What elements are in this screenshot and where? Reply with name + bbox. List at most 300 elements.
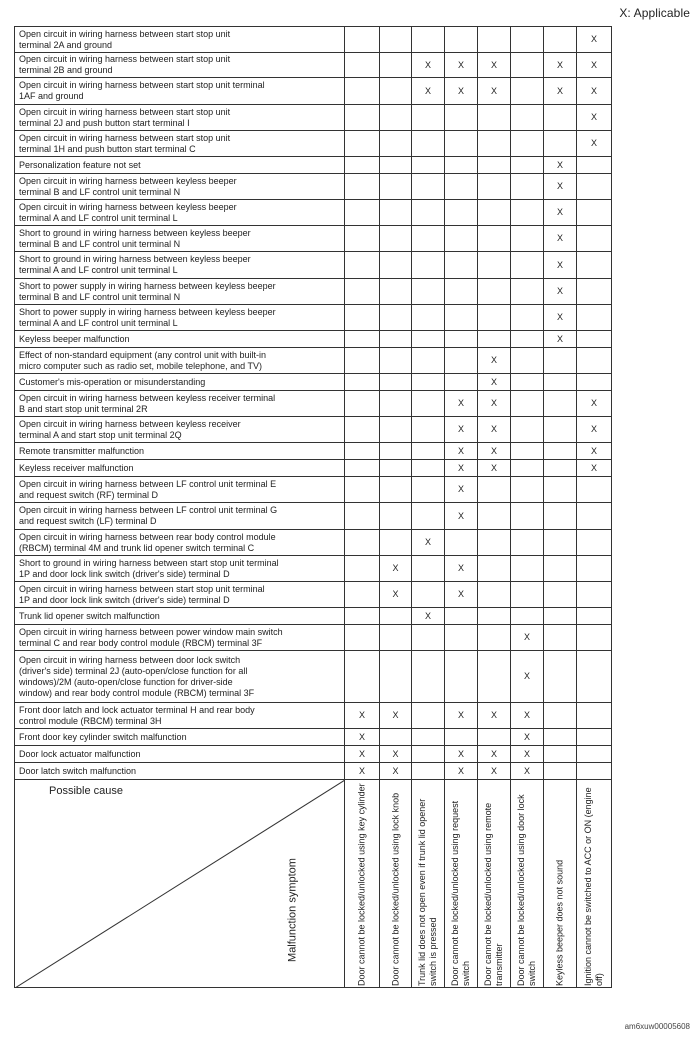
applicable-mark: X bbox=[445, 582, 478, 608]
empty-cell bbox=[445, 530, 478, 556]
table-row bbox=[15, 729, 612, 746]
empty-cell bbox=[511, 530, 544, 556]
table-row bbox=[15, 53, 612, 78]
empty-cell bbox=[511, 279, 544, 305]
cause-text-line: Short to power supply in wiring harness between keyless beeper bbox=[19, 306, 276, 317]
empty-cell bbox=[380, 27, 412, 53]
empty-cell bbox=[380, 279, 412, 305]
empty-cell bbox=[380, 305, 412, 331]
table-row bbox=[15, 226, 612, 252]
empty-cell bbox=[412, 703, 445, 729]
symptom-label: Door cannot be locked/unlocked using remote transmitter bbox=[483, 802, 504, 986]
cause-text-line: Open circuit in wiring harness between door lock switch bbox=[19, 654, 241, 665]
empty-cell bbox=[380, 53, 412, 78]
empty-cell bbox=[544, 391, 577, 417]
cause-text-line: Keyless beeper malfunction bbox=[19, 333, 130, 344]
applicable-mark: X bbox=[445, 503, 478, 530]
cause-text-line: Open circuit in wiring harness between keyless beeper bbox=[19, 201, 237, 212]
empty-cell bbox=[544, 729, 577, 746]
applicable-mark: X bbox=[511, 729, 544, 746]
empty-cell bbox=[577, 226, 612, 252]
symptom-label: Trunk lid does not open even if trunk lid opener switch is pressed bbox=[417, 798, 438, 986]
empty-cell bbox=[380, 651, 412, 703]
empty-cell bbox=[412, 443, 445, 460]
cause-text-line: terminal A and LF control unit terminal L bbox=[19, 265, 178, 275]
applicable-mark: X bbox=[478, 374, 511, 391]
empty-cell bbox=[544, 460, 577, 477]
empty-cell bbox=[445, 226, 478, 252]
empty-cell bbox=[412, 763, 445, 780]
empty-cell bbox=[478, 252, 511, 279]
empty-cell bbox=[345, 105, 380, 131]
possible-cause-cell bbox=[15, 157, 345, 174]
empty-cell bbox=[577, 608, 612, 625]
empty-cell bbox=[445, 157, 478, 174]
applicable-mark: X bbox=[478, 391, 511, 417]
applicable-mark: X bbox=[544, 157, 577, 174]
empty-cell bbox=[380, 608, 412, 625]
empty-cell bbox=[577, 503, 612, 530]
empty-cell bbox=[445, 625, 478, 651]
applicable-mark: X bbox=[544, 331, 577, 348]
possible-cause-cell bbox=[15, 78, 345, 105]
applicable-mark: X bbox=[544, 252, 577, 279]
empty-cell bbox=[511, 131, 544, 157]
table-row bbox=[15, 746, 612, 763]
cause-text-line: Short to ground in wiring harness between start stop unit terminal bbox=[19, 557, 279, 568]
empty-cell bbox=[577, 556, 612, 582]
empty-cell bbox=[544, 417, 577, 443]
cause-text-line: windows)/2M (auto-open/close function for driver-side bbox=[19, 676, 233, 687]
possible-cause-cell bbox=[15, 651, 345, 703]
empty-cell bbox=[345, 331, 380, 348]
empty-cell bbox=[544, 651, 577, 703]
cause-text-line: micro computer such as radio set, mobile telephone, and TV) bbox=[19, 360, 262, 371]
table-row bbox=[15, 157, 612, 174]
empty-cell bbox=[412, 226, 445, 252]
applicable-mark: X bbox=[445, 746, 478, 763]
empty-cell bbox=[511, 305, 544, 331]
empty-cell bbox=[412, 279, 445, 305]
empty-cell bbox=[478, 556, 511, 582]
empty-cell bbox=[478, 174, 511, 200]
cause-text-line: Open circuit in wiring harness between start stop unit bbox=[19, 132, 231, 143]
applicable-mark: X bbox=[544, 279, 577, 305]
symptom-header-cell bbox=[445, 780, 478, 988]
applicable-mark: X bbox=[511, 651, 544, 703]
applicable-mark: X bbox=[478, 460, 511, 477]
empty-cell bbox=[345, 391, 380, 417]
possible-cause-cell bbox=[15, 503, 345, 530]
empty-cell bbox=[412, 729, 445, 746]
diagnosis-matrix bbox=[14, 26, 612, 988]
cause-text-line: Open circuit in wiring harness between LF control unit terminal G bbox=[19, 505, 278, 515]
possible-cause-cell bbox=[15, 443, 345, 460]
empty-cell bbox=[511, 374, 544, 391]
cause-text-line: terminal 2A and ground bbox=[19, 39, 113, 50]
table-row bbox=[15, 477, 612, 503]
applicable-mark: X bbox=[478, 53, 511, 78]
cause-text-line: terminal C and rear body control module (RBCM) terminal 3F bbox=[19, 637, 263, 648]
empty-cell bbox=[380, 226, 412, 252]
empty-cell bbox=[511, 252, 544, 279]
applicable-mark: X bbox=[380, 746, 412, 763]
empty-cell bbox=[445, 608, 478, 625]
cause-text-line: Open circuit in wiring harness between keyless receiver bbox=[19, 418, 241, 429]
applicable-mark: X bbox=[345, 763, 380, 780]
applicable-mark: X bbox=[511, 763, 544, 780]
cause-text-line: terminal A and LF control unit terminal L bbox=[19, 212, 178, 223]
applicable-mark: X bbox=[345, 703, 380, 729]
empty-cell bbox=[511, 226, 544, 252]
cause-text-line: 1P and door lock link switch (driver's side) terminal D bbox=[19, 568, 230, 579]
empty-cell bbox=[478, 200, 511, 226]
cause-text-line: Keyless receiver malfunction bbox=[19, 462, 134, 473]
empty-cell bbox=[478, 226, 511, 252]
applicable-mark: X bbox=[544, 53, 577, 78]
applicable-mark: X bbox=[412, 530, 445, 556]
empty-cell bbox=[380, 391, 412, 417]
possible-cause-cell bbox=[15, 556, 345, 582]
applicable-mark: X bbox=[380, 763, 412, 780]
applicable-mark: X bbox=[445, 443, 478, 460]
table-row bbox=[15, 391, 612, 417]
empty-cell bbox=[412, 200, 445, 226]
possible-cause-cell bbox=[15, 200, 345, 226]
empty-cell bbox=[345, 608, 380, 625]
empty-cell bbox=[478, 131, 511, 157]
applicable-mark: X bbox=[577, 417, 612, 443]
symptom-label: Door cannot be locked/unlocked using request switch bbox=[450, 800, 471, 986]
empty-cell bbox=[380, 729, 412, 746]
empty-cell bbox=[511, 477, 544, 503]
cause-text-line: Open circuit in wiring harness between start stop unit bbox=[19, 106, 231, 117]
symptom-header-row bbox=[15, 780, 612, 988]
table-row bbox=[15, 763, 612, 780]
empty-cell bbox=[577, 279, 612, 305]
empty-cell bbox=[577, 374, 612, 391]
possible-cause-cell bbox=[15, 27, 345, 53]
empty-cell bbox=[380, 105, 412, 131]
empty-cell bbox=[511, 78, 544, 105]
table-row bbox=[15, 530, 612, 556]
applicable-mark: X bbox=[380, 582, 412, 608]
applicable-mark: X bbox=[544, 174, 577, 200]
empty-cell bbox=[345, 443, 380, 460]
possible-cause-label: Possible cause bbox=[49, 785, 123, 797]
cause-text-line: terminal 2B and ground bbox=[19, 65, 113, 75]
applicable-mark: X bbox=[544, 226, 577, 252]
malfunction-symptom-label: Malfunction symptom bbox=[286, 858, 299, 962]
empty-cell bbox=[345, 582, 380, 608]
cause-text-line: (driver's side) terminal 2J (auto-open/close function for all bbox=[19, 665, 248, 676]
cause-text-line: Open circuit in wiring harness between keyless beeper bbox=[19, 175, 237, 186]
empty-cell bbox=[511, 27, 544, 53]
applicable-mark: X bbox=[478, 746, 511, 763]
applicable-mark: X bbox=[478, 703, 511, 729]
possible-cause-cell bbox=[15, 746, 345, 763]
empty-cell bbox=[511, 200, 544, 226]
applicable-mark: X bbox=[445, 78, 478, 105]
empty-cell bbox=[577, 625, 612, 651]
empty-cell bbox=[380, 417, 412, 443]
possible-cause-cell bbox=[15, 348, 345, 374]
empty-cell bbox=[380, 331, 412, 348]
cause-text-line: Door lock actuator malfunction bbox=[19, 748, 141, 759]
empty-cell bbox=[380, 131, 412, 157]
table-row bbox=[15, 78, 612, 105]
possible-cause-cell bbox=[15, 252, 345, 279]
empty-cell bbox=[478, 503, 511, 530]
applicable-mark: X bbox=[511, 703, 544, 729]
applicable-mark: X bbox=[445, 477, 478, 503]
applicable-mark: X bbox=[511, 625, 544, 651]
symptom-label: Keyless beeper does not sound bbox=[554, 859, 565, 986]
cause-text-line: Open circuit in wiring harness between power window main switch bbox=[19, 626, 283, 637]
empty-cell bbox=[445, 279, 478, 305]
empty-cell bbox=[511, 556, 544, 582]
table-row bbox=[15, 174, 612, 200]
empty-cell bbox=[445, 174, 478, 200]
cause-text-line: Remote transmitter malfunction bbox=[19, 445, 145, 456]
empty-cell bbox=[345, 556, 380, 582]
empty-cell bbox=[345, 131, 380, 157]
possible-cause-cell bbox=[15, 174, 345, 200]
empty-cell bbox=[445, 252, 478, 279]
empty-cell bbox=[412, 503, 445, 530]
applicable-mark: X bbox=[445, 53, 478, 78]
empty-cell bbox=[445, 131, 478, 157]
empty-cell bbox=[511, 53, 544, 78]
empty-cell bbox=[544, 27, 577, 53]
symptom-header-cell bbox=[345, 780, 380, 988]
empty-cell bbox=[345, 625, 380, 651]
applicable-mark: X bbox=[445, 703, 478, 729]
empty-cell bbox=[511, 443, 544, 460]
applicable-mark: X bbox=[478, 443, 511, 460]
figure-code: am6xuw00005608 bbox=[624, 1022, 690, 1031]
table-row bbox=[15, 417, 612, 443]
empty-cell bbox=[577, 348, 612, 374]
cause-text-line: Effect of non-standard equipment (any control unit with built-in bbox=[19, 349, 266, 360]
possible-cause-cell bbox=[15, 625, 345, 651]
empty-cell bbox=[544, 105, 577, 131]
empty-cell bbox=[577, 703, 612, 729]
empty-cell bbox=[412, 582, 445, 608]
empty-cell bbox=[577, 651, 612, 703]
empty-cell bbox=[577, 305, 612, 331]
cause-text-line: control module (RBCM) terminal 3H bbox=[19, 715, 162, 726]
cause-text-line: terminal B and LF control unit terminal N bbox=[19, 186, 181, 197]
empty-cell bbox=[511, 348, 544, 374]
empty-cell bbox=[380, 348, 412, 374]
possible-cause-cell bbox=[15, 460, 345, 477]
applicable-mark: X bbox=[412, 53, 445, 78]
symptom-header-cell bbox=[544, 780, 577, 988]
cause-text-line: terminal A and LF control unit terminal L bbox=[19, 317, 178, 328]
empty-cell bbox=[412, 460, 445, 477]
empty-cell bbox=[345, 374, 380, 391]
empty-cell bbox=[345, 305, 380, 331]
table-row bbox=[15, 27, 612, 53]
empty-cell bbox=[345, 53, 380, 78]
possible-cause-cell bbox=[15, 729, 345, 746]
empty-cell bbox=[577, 174, 612, 200]
legend: X: Applicable bbox=[619, 6, 690, 20]
empty-cell bbox=[478, 582, 511, 608]
empty-cell bbox=[511, 105, 544, 131]
empty-cell bbox=[412, 331, 445, 348]
empty-cell bbox=[345, 477, 380, 503]
possible-cause-cell bbox=[15, 131, 345, 157]
applicable-mark: X bbox=[380, 703, 412, 729]
cause-text-line: Open circuit in wiring harness between rear body control module bbox=[19, 531, 276, 542]
cause-text-line: Customer's mis-operation or misunderstanding bbox=[19, 376, 206, 387]
table-row bbox=[15, 651, 612, 703]
empty-cell bbox=[478, 331, 511, 348]
applicable-mark: X bbox=[577, 131, 612, 157]
applicable-mark: X bbox=[577, 53, 612, 78]
applicable-mark: X bbox=[544, 200, 577, 226]
empty-cell bbox=[544, 374, 577, 391]
empty-cell bbox=[544, 608, 577, 625]
empty-cell bbox=[412, 305, 445, 331]
empty-cell bbox=[511, 174, 544, 200]
applicable-mark: X bbox=[544, 305, 577, 331]
table-row bbox=[15, 305, 612, 331]
cause-text-line: terminal 1H and push button start terminal C bbox=[19, 143, 196, 154]
empty-cell bbox=[380, 503, 412, 530]
empty-cell bbox=[380, 530, 412, 556]
cause-text-line: Open circuit in wiring harness between start stop unit bbox=[19, 54, 231, 64]
empty-cell bbox=[380, 200, 412, 226]
symptom-header-cell bbox=[478, 780, 511, 988]
empty-cell bbox=[445, 105, 478, 131]
table-row bbox=[15, 348, 612, 374]
empty-cell bbox=[412, 651, 445, 703]
possible-cause-cell bbox=[15, 279, 345, 305]
empty-cell bbox=[412, 105, 445, 131]
empty-cell bbox=[345, 78, 380, 105]
empty-cell bbox=[478, 157, 511, 174]
cause-text-line: terminal A and start stop unit terminal 2Q bbox=[19, 429, 182, 440]
cause-text-line: 1P and door lock link switch (driver's side) terminal D bbox=[19, 594, 230, 605]
applicable-mark: X bbox=[445, 460, 478, 477]
empty-cell bbox=[577, 729, 612, 746]
empty-cell bbox=[345, 279, 380, 305]
empty-cell bbox=[478, 608, 511, 625]
table-row bbox=[15, 608, 612, 625]
empty-cell bbox=[577, 331, 612, 348]
cause-text-line: and request switch (RF) terminal D bbox=[19, 489, 159, 500]
empty-cell bbox=[412, 477, 445, 503]
possible-cause-cell bbox=[15, 391, 345, 417]
cause-text-line: Open circuit in wiring harness between start stop unit terminal bbox=[19, 80, 265, 90]
empty-cell bbox=[478, 305, 511, 331]
possible-cause-cell bbox=[15, 763, 345, 780]
empty-cell bbox=[511, 417, 544, 443]
empty-cell bbox=[544, 703, 577, 729]
applicable-mark: X bbox=[577, 105, 612, 131]
cause-text-line: Door latch switch malfunction bbox=[19, 765, 137, 776]
applicable-mark: X bbox=[345, 746, 380, 763]
empty-cell bbox=[511, 503, 544, 530]
applicable-mark: X bbox=[577, 460, 612, 477]
empty-cell bbox=[445, 200, 478, 226]
empty-cell bbox=[345, 27, 380, 53]
empty-cell bbox=[577, 477, 612, 503]
table-row bbox=[15, 105, 612, 131]
cause-text-line: Short to ground in wiring harness between keyless beeper bbox=[19, 254, 251, 264]
applicable-mark: X bbox=[478, 763, 511, 780]
empty-cell bbox=[544, 746, 577, 763]
possible-cause-cell bbox=[15, 530, 345, 556]
applicable-mark: X bbox=[478, 417, 511, 443]
applicable-mark: X bbox=[544, 78, 577, 105]
symptom-header-cell bbox=[380, 780, 412, 988]
empty-cell bbox=[577, 157, 612, 174]
cause-text-line: Front door latch and lock actuator terminal H and rear body bbox=[19, 704, 255, 715]
empty-cell bbox=[412, 746, 445, 763]
empty-cell bbox=[577, 252, 612, 279]
applicable-mark: X bbox=[577, 391, 612, 417]
possible-cause-cell bbox=[15, 608, 345, 625]
empty-cell bbox=[478, 530, 511, 556]
table-row bbox=[15, 443, 612, 460]
empty-cell bbox=[380, 174, 412, 200]
empty-cell bbox=[412, 391, 445, 417]
empty-cell bbox=[511, 157, 544, 174]
empty-cell bbox=[445, 374, 478, 391]
empty-cell bbox=[345, 252, 380, 279]
empty-cell bbox=[577, 200, 612, 226]
empty-cell bbox=[445, 729, 478, 746]
empty-cell bbox=[478, 105, 511, 131]
empty-cell bbox=[511, 391, 544, 417]
table-row bbox=[15, 556, 612, 582]
empty-cell bbox=[577, 746, 612, 763]
cause-text-line: Short to ground in wiring harness between keyless beeper bbox=[19, 227, 251, 238]
applicable-mark: X bbox=[445, 556, 478, 582]
applicable-mark: X bbox=[478, 78, 511, 105]
applicable-mark: X bbox=[445, 763, 478, 780]
empty-cell bbox=[478, 477, 511, 503]
empty-cell bbox=[380, 157, 412, 174]
symptom-header-cell bbox=[412, 780, 445, 988]
empty-cell bbox=[412, 174, 445, 200]
table-row bbox=[15, 703, 612, 729]
empty-cell bbox=[412, 131, 445, 157]
empty-cell bbox=[345, 417, 380, 443]
possible-cause-cell bbox=[15, 582, 345, 608]
empty-cell bbox=[345, 174, 380, 200]
empty-cell bbox=[380, 374, 412, 391]
table-row bbox=[15, 503, 612, 530]
symptom-label: Door cannot be locked/unlocked using lock knob bbox=[390, 792, 400, 986]
empty-cell bbox=[380, 625, 412, 651]
cause-text-line: terminal B and LF control unit terminal N bbox=[19, 291, 181, 302]
empty-cell bbox=[577, 763, 612, 780]
table-row bbox=[15, 460, 612, 477]
empty-cell bbox=[412, 625, 445, 651]
cause-text-line: Short to power supply in wiring harness between keyless beeper bbox=[19, 280, 276, 291]
empty-cell bbox=[544, 477, 577, 503]
table-row bbox=[15, 252, 612, 279]
empty-cell bbox=[380, 460, 412, 477]
cause-text-line: Front door key cylinder switch malfunction bbox=[19, 731, 187, 742]
empty-cell bbox=[544, 530, 577, 556]
possible-cause-cell bbox=[15, 477, 345, 503]
